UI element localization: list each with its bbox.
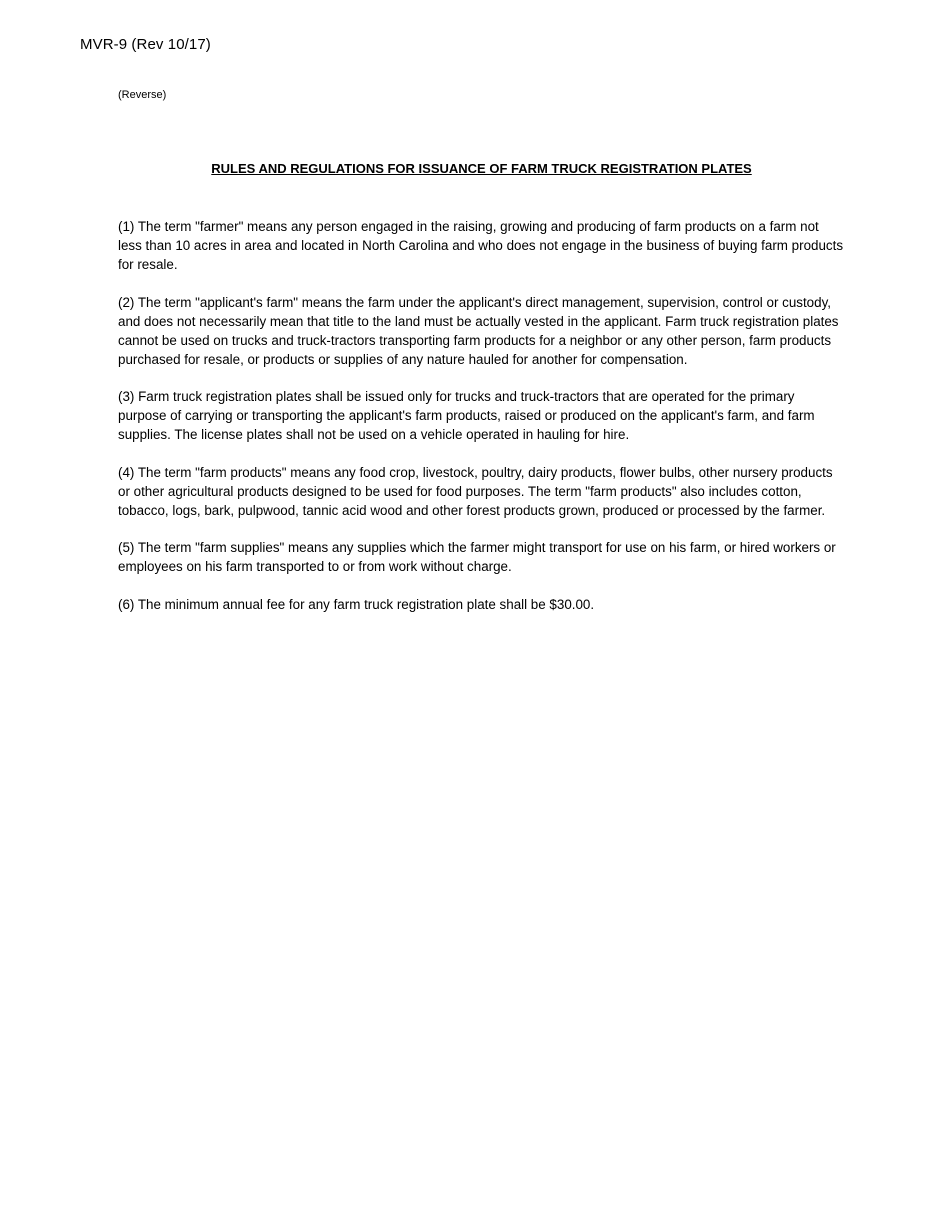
rule-1: (1) The term "farmer" means any person engaged in the raising, growing and producing of farm products on a farm not less than 10 acres in area and located in North Carolina and who does not engage in the business of buying farm products for resale. <box>118 219 844 272</box>
document-title: RULES AND REGULATIONS FOR ISSUANCE OF FARM TRUCK REGISTRATION PLATES <box>211 161 752 176</box>
rule-5: (5) The term "farm supplies" means any supplies which the farmer might transport for use on his farm, or hired workers or employees on his farm transported to or from work without charge. <box>118 540 836 574</box>
page-side-label: (Reverse) <box>118 89 167 101</box>
rule-2: (2) The term "applicant's farm" means the farm under the applicant's direct management, supervision, control or custody, and does not necessarily mean that title to the land must be actually vested in the applicant. Farm truck registration plates cannot be used on trucks and truck-tractors transporting farm products for a neighbor or any other person, farm products purchased for resale, or products or supplies of any nature hauled for another for compensation. <box>118 294 839 367</box>
rule-4: (4) The term "farm products" means any food crop, livestock, poultry, dairy products, flower bulbs, other nursery products or other agricultural products designed to be used for food purposes. The term "farm products" also includes cotton, tobacco, logs, bark, pulpwood, tannic acid wood and other forest products grown, produced or processed by the farmer. <box>118 464 833 518</box>
rule-3: (3) Farm truck registration plates shall be issued only for trucks and truck-tractors that are operated for the primary purpose of carrying or transporting the applicant's farm products, raised or produced on the applicant's farm, and farm supplies. The license plates shall not be used on a vehicle operated in hauling for hire. <box>118 389 815 442</box>
rules-list <box>118 217 845 632</box>
rule-6: (6) The minimum annual fee for any farm truck registration plate shall be $30.00. <box>118 596 595 612</box>
form-id: MVR-9 (Rev 10/17) <box>80 36 211 53</box>
